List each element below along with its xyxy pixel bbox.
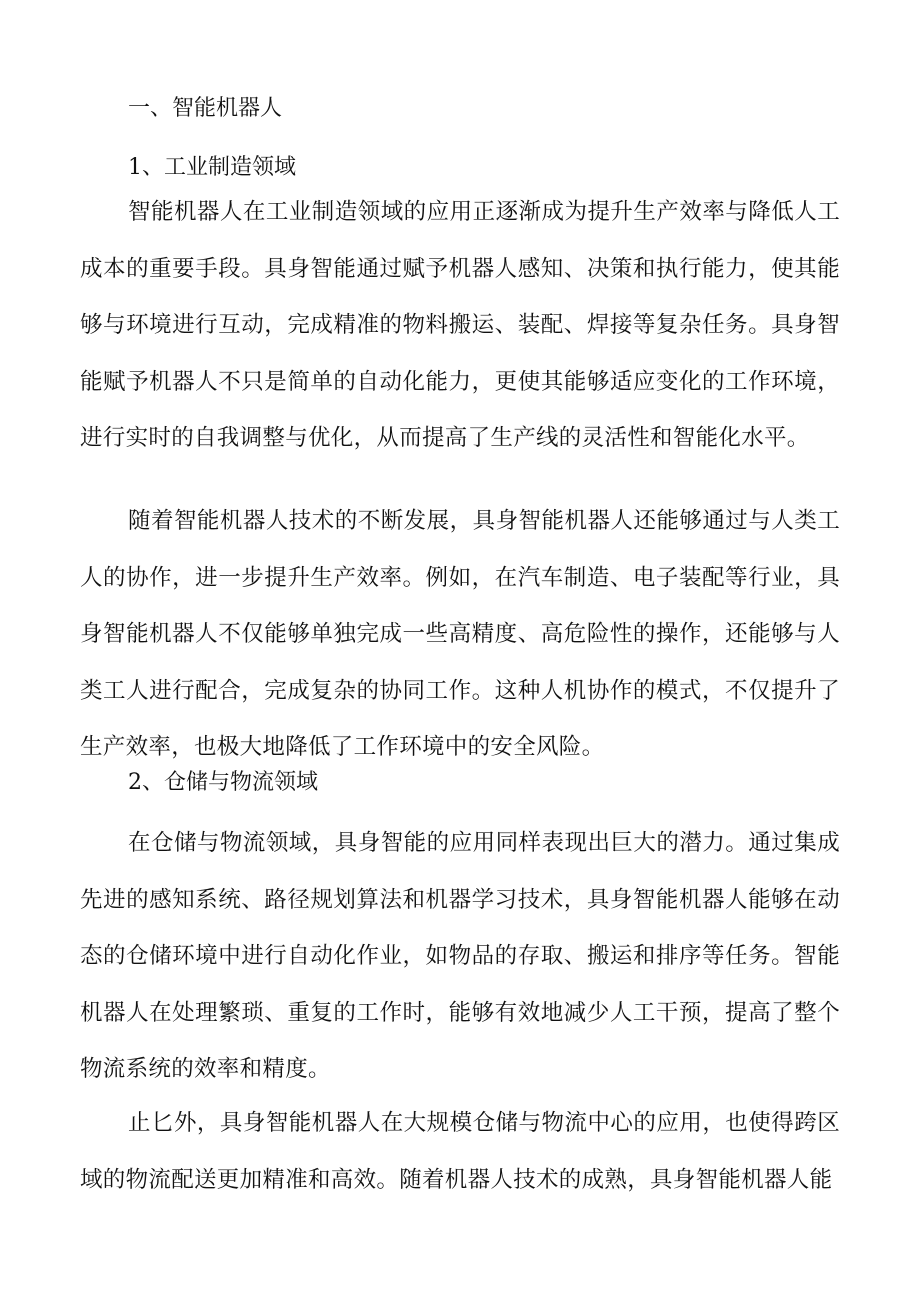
paragraph-industrial-1: 智能机器人在工业制造领域的应用正逐渐成为提升生产效率与降低人工成本的重要手段。具身智能通过赋予机器人感知、决策和执行能力，使其能够与环境进行互动，完成精准的物料搬运、装配、焊接等复杂任务。具身智能赋予机器人不只是简单的自动化能力，更使其能够适应变化的工作环境，进行实时的自我调整与优化，从而提高了生产线的灵活性和智能化水平。 (80, 199, 840, 451)
subsection-heading-logistics: 2、仓储与物流领域 (128, 770, 318, 795)
paragraph-logistics-1: 在仓储与物流领域，具身智能的应用同样表现出巨大的潜力。通过集成先进的感知系统、路径规划算法和机器学习技术，具身智能机器人能够在动态的仓储环境中进行自动化作业，如物品的存取、搬运和排序等任务。智能机器人在处理繁琐、重复的工作时，能够有效地减少人工干预，提高了整个物流系统的效率和精度。 (80, 830, 840, 1082)
paragraph-industrial-2: 随着智能机器人技术的不断发展，具身智能机器人还能够通过与人类工人的协作，进一步提升生产效率。例如，在汽车制造、电子装配等行业，具身智能机器人不仅能够单独完成一些高精度、高危险性的操作，还能够与人类工人进行配合，完成复杂的协同工作。这种人机协作的模式，不仅提升了生产效率，也极大地降低了工作环境中的安全风险。 (80, 508, 840, 760)
subsection-heading-industrial: 1、工业制造领域 (128, 155, 296, 180)
section-heading: 一、智能机器人 (128, 96, 283, 121)
paragraph-logistics-2: 止匕外，具身智能机器人在大规模仓储与物流中心的应用，也使得跨区域的物流配送更加精准和高效。随着机器人技术的成熟，具身智能机器人能 (80, 1110, 840, 1193)
